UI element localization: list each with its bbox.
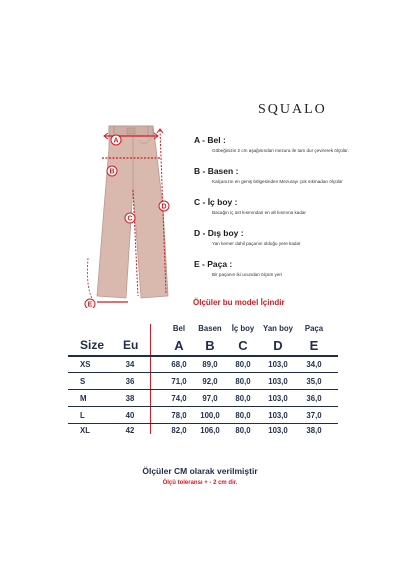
diagram-label-c: C	[127, 215, 133, 223]
column-letter-e: E	[309, 338, 319, 353]
cell-ic-boy: 80,0	[235, 426, 251, 435]
cell-bel: 74,0	[171, 394, 187, 403]
column-letter-c: C	[238, 338, 248, 353]
column-name-ic-boy: İç boy	[231, 324, 255, 333]
cell-bel: 82,0	[171, 426, 187, 435]
cell-paca: 34,0	[306, 360, 322, 369]
row-eu: 34	[125, 360, 135, 369]
cell-paca: 36,0	[306, 394, 322, 403]
row-divider	[68, 406, 338, 407]
column-letter-b: B	[205, 338, 215, 353]
row-divider	[68, 389, 338, 390]
legend-item-paca	[194, 259, 394, 279]
cell-bel: 68,0	[171, 360, 187, 369]
row-eu: 38	[125, 394, 135, 403]
legend-title: D - Dış boy :	[194, 227, 244, 238]
legend-item-ic-boy	[194, 197, 394, 217]
cell-ic-boy: 80,0	[235, 377, 251, 386]
row-size: XS	[80, 360, 91, 369]
footer-tolerance: Ölçü toleransı + - 2 cm dir.	[162, 480, 238, 486]
row-eu: 42	[125, 426, 135, 435]
diagram-label-d: D	[161, 203, 167, 211]
cell-basen: 92,0	[202, 377, 218, 386]
column-name-yan-boy: Yan boy	[263, 324, 293, 333]
cell-yan-boy: 103,0	[268, 411, 288, 420]
legend-desc: Yan kemer dahil paçanın olduğu yere kadar	[212, 240, 301, 246]
row-size: XL	[80, 426, 90, 435]
model-note: Ölçüler bu model İçindir	[193, 298, 285, 307]
column-divider	[150, 324, 151, 434]
brand-logo: SQUALO	[258, 102, 327, 117]
cell-ic-boy: 80,0	[235, 360, 251, 369]
column-name-bel: Bel	[172, 324, 186, 333]
cell-paca: 35,0	[306, 377, 322, 386]
cell-paca: 37,0	[306, 411, 322, 420]
cell-basen: 100,0	[200, 411, 220, 420]
legend-title: A - Bel :	[194, 135, 226, 145]
cell-paca: 38,0	[306, 426, 322, 435]
size-header: Size	[80, 338, 105, 352]
cell-yan-boy: 103,0	[268, 394, 288, 403]
legend-title: B - Basen :	[194, 165, 239, 176]
cell-ic-boy: 80,0	[235, 394, 251, 403]
legend-item-bel	[194, 135, 394, 155]
legend-desc: Göbeğinizin 2 cm aşağısından mezura ile tam dur çevirerek ölçülür.	[212, 148, 349, 153]
eu-header: Eu	[123, 338, 139, 352]
column-name-basen: Basen	[198, 324, 222, 333]
row-eu: 36	[125, 377, 135, 386]
row-divider	[68, 372, 338, 373]
cell-ic-boy: 80,0	[235, 411, 251, 420]
cell-yan-boy: 103,0	[268, 426, 288, 435]
row-size: S	[80, 377, 86, 386]
diagram-label-e: E	[87, 301, 93, 308]
cell-basen: 89,0	[202, 360, 218, 369]
cell-yan-boy: 103,0	[268, 377, 288, 386]
row-divider	[68, 355, 338, 357]
legend-title: C - İç boy :	[194, 196, 238, 207]
cell-bel: 71,0	[171, 377, 187, 386]
row-eu: 40	[125, 411, 135, 420]
row-size: L	[80, 411, 85, 420]
legend-desc: Bacağın iç üst kısmından en alt kısmına kadar	[212, 209, 306, 215]
column-letter-d: D	[273, 338, 283, 353]
pants-diagram	[78, 118, 188, 308]
legend-item-basen	[194, 166, 394, 186]
cell-basen: 106,0	[200, 426, 220, 435]
legend-desc: Bir paçanın iki ucundan ölçüm yeri	[212, 271, 282, 277]
column-letter-a: A	[174, 338, 184, 353]
measurement-legend	[194, 135, 394, 289]
legend-item-dis-boy	[194, 228, 394, 248]
diagram-label-a: A	[113, 137, 119, 145]
cell-bel: 78,0	[171, 411, 187, 420]
column-name-paca: Paça	[304, 324, 324, 333]
size-table	[68, 316, 338, 436]
cell-basen: 97,0	[202, 394, 218, 403]
legend-title: E - Paça :	[194, 258, 233, 269]
legend-desc: Kalçanızın en geniş bölgesinden Mezurayı çok sıkmadan ölçülür	[212, 178, 343, 184]
diagram-label-b: B	[109, 168, 115, 176]
cell-yan-boy: 103,0	[268, 360, 288, 369]
row-divider	[68, 423, 338, 424]
row-size: M	[80, 394, 87, 403]
footer-note: Ölçüler CM olarak verilmiştir	[142, 466, 258, 476]
